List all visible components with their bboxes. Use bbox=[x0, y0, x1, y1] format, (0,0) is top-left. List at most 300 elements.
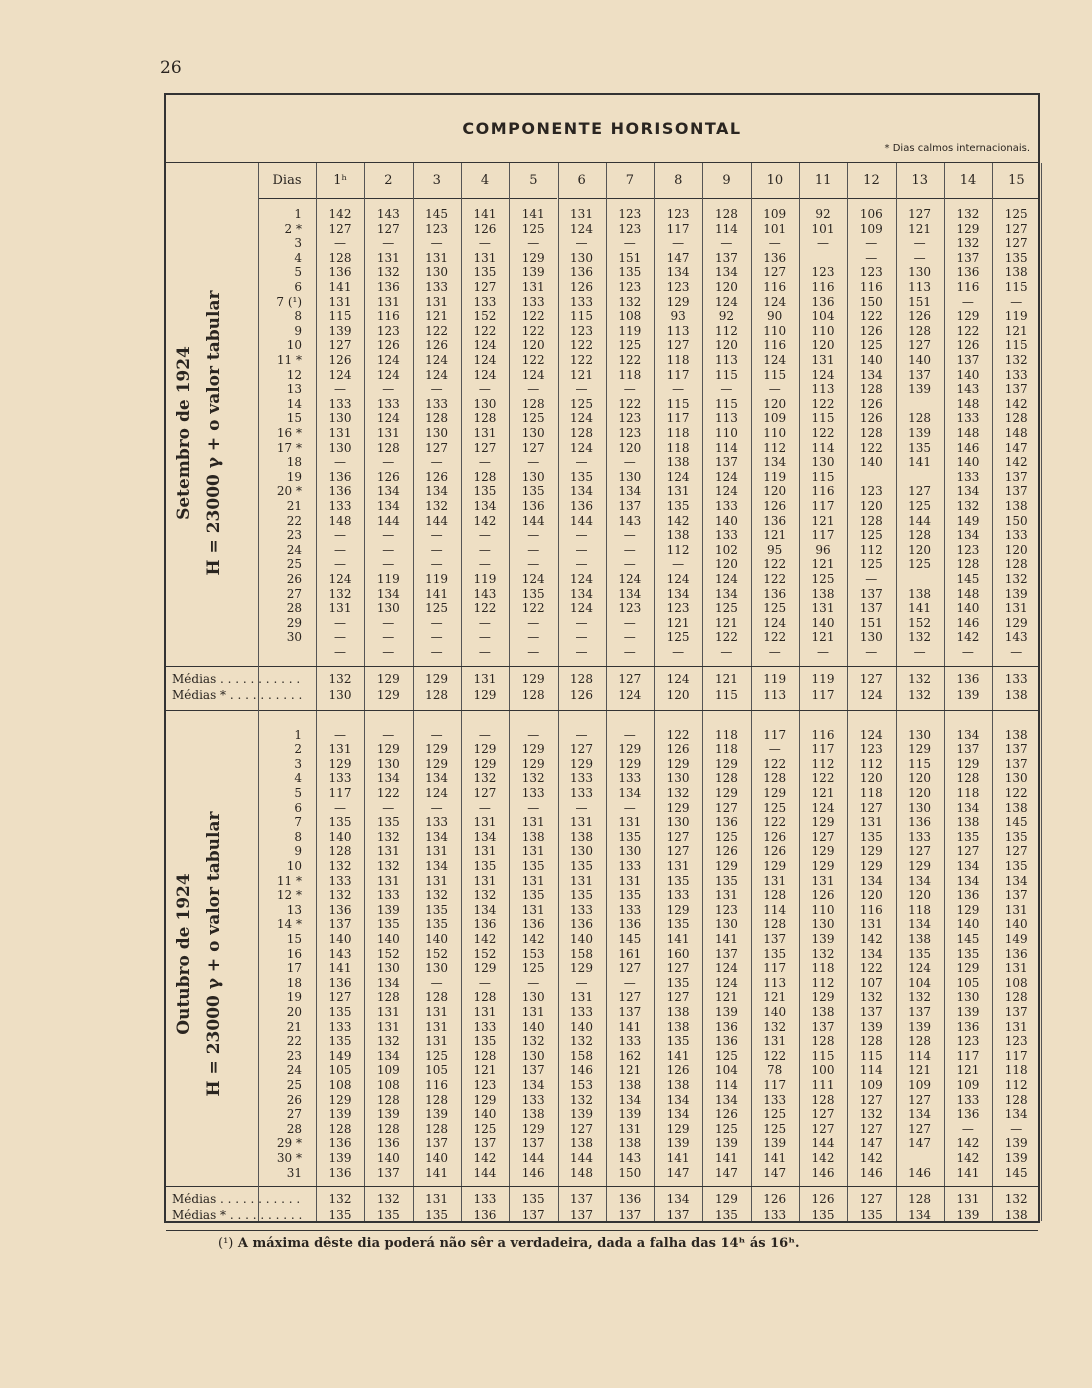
page-number: 26 bbox=[160, 58, 182, 78]
table-cell: 131 bbox=[811, 601, 835, 616]
table-cell: 141 bbox=[666, 1048, 690, 1063]
table-cell: 122 bbox=[473, 601, 497, 616]
table-cell: 124 bbox=[714, 484, 738, 499]
table-cell: — bbox=[478, 800, 491, 815]
table-cell: 129 bbox=[763, 859, 787, 873]
column-header-hour: 4 bbox=[461, 163, 509, 199]
table-cell: 120 bbox=[859, 499, 883, 513]
table-cell: 139 bbox=[425, 1107, 449, 1122]
table-cell: 122 bbox=[811, 771, 835, 786]
table-cell: 128 bbox=[908, 323, 932, 338]
table-cell: 132 bbox=[473, 888, 497, 903]
medias-star-cell: 120 bbox=[666, 687, 690, 702]
table-cell: 142 bbox=[521, 932, 545, 946]
table-cell: 109 bbox=[763, 411, 787, 426]
table-cell: 141 bbox=[425, 1165, 449, 1180]
table-cell: 121 bbox=[908, 1063, 932, 1078]
table-cell: 133 bbox=[425, 280, 449, 294]
table-cell: 124 bbox=[570, 572, 593, 586]
table-cell: — bbox=[527, 975, 540, 990]
table-cell: 139 bbox=[1004, 1151, 1028, 1165]
table-cell: 115 bbox=[1004, 338, 1028, 353]
table-cell: 142 bbox=[473, 513, 497, 528]
table-cell: 130 bbox=[859, 630, 883, 645]
table-cell: — bbox=[575, 455, 588, 470]
table-cell: 124 bbox=[714, 469, 738, 484]
table-cell: 127 bbox=[328, 338, 352, 353]
table-cell: 128 bbox=[714, 771, 738, 786]
table-cell: 124 bbox=[425, 786, 449, 800]
table-cell: 122 bbox=[473, 323, 497, 338]
table-cell: 132 bbox=[376, 265, 400, 280]
table-cell: 137 bbox=[1004, 756, 1028, 771]
table-cell: 140 bbox=[473, 1107, 497, 1122]
table-cell: 121 bbox=[763, 990, 787, 1005]
table-cell: 134 bbox=[859, 873, 883, 888]
table-cell: 129 bbox=[908, 742, 932, 757]
table-cell: 134 bbox=[376, 975, 400, 990]
table-cell: 115 bbox=[328, 309, 352, 324]
table-cell: 153 bbox=[570, 1078, 593, 1092]
table-cell: 142 bbox=[666, 513, 690, 528]
table-cell: 132 bbox=[859, 990, 883, 1005]
table-cell: 117 bbox=[328, 786, 352, 800]
table-cell: 129 bbox=[666, 1121, 690, 1136]
table-cell: 113 bbox=[666, 323, 690, 338]
table-cell: 96 bbox=[815, 542, 831, 557]
table-cell: 104 bbox=[714, 1063, 738, 1078]
column-rule bbox=[702, 163, 703, 1221]
side-label-rule bbox=[258, 213, 259, 1221]
table-cell: 133 bbox=[425, 396, 449, 411]
table-cell: 133 bbox=[328, 396, 352, 411]
medias-star-cell: 138 bbox=[1004, 687, 1028, 702]
table-cell: 120 bbox=[1004, 542, 1028, 557]
table-cell: 121 bbox=[714, 615, 738, 630]
table-cell: 135 bbox=[521, 859, 545, 873]
table-cell: 140 bbox=[956, 367, 980, 382]
table-cell: 132 bbox=[425, 499, 449, 513]
table-cell: 125 bbox=[908, 557, 932, 572]
table-cell: 105 bbox=[956, 975, 980, 990]
table-cell: 140 bbox=[328, 829, 352, 844]
day-label: 12 bbox=[286, 367, 302, 382]
table-cell: — bbox=[382, 645, 395, 659]
table-cell: 120 bbox=[618, 440, 642, 455]
table-cell: 138 bbox=[1004, 800, 1028, 815]
day-label: 24 bbox=[286, 542, 302, 557]
table-cell: 145 bbox=[956, 932, 980, 946]
table-cell: 118 bbox=[714, 727, 738, 742]
column-header-hour: 11 bbox=[799, 163, 847, 199]
medias-cell: 119 bbox=[763, 671, 787, 686]
section-formula-label: H = 23000 γ + o valor tabular bbox=[204, 811, 224, 1097]
table-cell: 130 bbox=[956, 990, 980, 1005]
table-cell: — bbox=[672, 382, 685, 397]
table-cell: 134 bbox=[956, 859, 980, 873]
table-cell: — bbox=[334, 645, 346, 659]
table-cell: 139 bbox=[666, 1136, 690, 1151]
table-cell: 123 bbox=[956, 1034, 980, 1049]
medias-rule bbox=[166, 1186, 1038, 1187]
table-cell: 138 bbox=[521, 829, 545, 844]
table-cell: 132 bbox=[521, 1034, 545, 1049]
column-rule bbox=[606, 163, 607, 1221]
table-cell bbox=[849, 470, 893, 484]
table-cell: 119 bbox=[473, 572, 497, 586]
table-cell: 135 bbox=[618, 888, 642, 903]
table-cell: 124 bbox=[714, 572, 738, 586]
table-cell: 128 bbox=[376, 440, 400, 455]
table-cell: 140 bbox=[376, 932, 400, 946]
table-cell: 127 bbox=[425, 440, 449, 455]
table-cell: 127 bbox=[473, 786, 497, 800]
table-cell: 137 bbox=[1004, 469, 1028, 484]
table-cell: 113 bbox=[714, 353, 738, 367]
table-cell: 127 bbox=[570, 1121, 593, 1136]
table-cell: 129 bbox=[714, 786, 738, 800]
table-cell: 116 bbox=[859, 280, 883, 294]
table-cell: 141 bbox=[618, 1019, 642, 1034]
table-cell: 133 bbox=[521, 786, 545, 800]
table-cell: 130 bbox=[570, 844, 593, 859]
table-cell: 136 bbox=[570, 499, 593, 513]
table-cell: 126 bbox=[763, 829, 787, 844]
column-header-hour: 10 bbox=[751, 163, 799, 199]
table-cell: 135 bbox=[473, 265, 497, 280]
table-cell: 123 bbox=[859, 265, 883, 280]
table-cell: 138 bbox=[666, 455, 690, 470]
table-cell: — bbox=[430, 528, 443, 543]
table-cell: 126 bbox=[666, 1063, 690, 1078]
table-cell: 123 bbox=[376, 323, 400, 338]
table-cell: 123 bbox=[666, 601, 690, 616]
medias-star-cell: 136 bbox=[473, 1208, 497, 1223]
day-label: 15 bbox=[286, 411, 302, 426]
medias-star-cell: 138 bbox=[1004, 1208, 1028, 1223]
table-cell: — bbox=[430, 645, 443, 659]
table-cell: 135 bbox=[570, 859, 593, 873]
table-cell: 129 bbox=[521, 1121, 545, 1136]
table-cell: 117 bbox=[666, 221, 690, 236]
table-cell: 136 bbox=[328, 902, 352, 917]
day-label: 14 * bbox=[276, 917, 302, 932]
medias-star-cell: 130 bbox=[328, 687, 352, 702]
table-cell: 114 bbox=[811, 440, 835, 455]
table-cell: 151 bbox=[859, 615, 883, 630]
table-cell: 137 bbox=[473, 1136, 497, 1151]
table-cell: 120 bbox=[714, 280, 738, 294]
table-cell: 152 bbox=[473, 946, 497, 961]
table-cell: 144 bbox=[425, 513, 449, 528]
table-cell: 129 bbox=[521, 250, 545, 265]
table-cell: 116 bbox=[376, 309, 400, 324]
table-cell: 150 bbox=[1004, 513, 1028, 528]
table-cell: 128 bbox=[811, 1034, 835, 1049]
medias-cell: 129 bbox=[714, 1192, 738, 1207]
table-cell: 161 bbox=[618, 946, 642, 961]
table-cell: 137 bbox=[859, 1005, 883, 1019]
table-cell: 92 bbox=[718, 309, 735, 324]
table-cell: 125 bbox=[1004, 207, 1028, 221]
table-cell: 126 bbox=[714, 1107, 738, 1122]
table-cell: 117 bbox=[811, 499, 835, 513]
table-cell: 128 bbox=[908, 1034, 932, 1049]
table-cell: 126 bbox=[811, 888, 835, 903]
table-cell: — bbox=[913, 645, 926, 659]
table-cell bbox=[898, 397, 942, 411]
table-cell: 138 bbox=[618, 1136, 642, 1151]
table-cell: 141 bbox=[328, 280, 352, 294]
table-cell: 135 bbox=[666, 917, 690, 932]
table-cell: 133 bbox=[714, 499, 738, 513]
table-cell: 135 bbox=[328, 1034, 352, 1049]
table-cell: 130 bbox=[425, 265, 449, 280]
table-cell: 136 bbox=[956, 888, 980, 903]
table-cell: 131 bbox=[425, 1019, 449, 1034]
table-cell: 136 bbox=[956, 1019, 980, 1034]
table-cell: 131 bbox=[859, 917, 883, 932]
table-cell: 116 bbox=[811, 727, 835, 742]
table-cell: 142 bbox=[328, 207, 352, 221]
table-cell: — bbox=[334, 727, 346, 742]
column-header-hour: 8 bbox=[654, 163, 702, 199]
day-label: 29 bbox=[286, 615, 302, 630]
table-cell: 129 bbox=[473, 756, 497, 771]
table-cell: 130 bbox=[521, 426, 545, 440]
table-cell: 132 bbox=[328, 586, 352, 601]
table-cell: 144 bbox=[570, 1151, 593, 1165]
table-cell: 147 bbox=[763, 1165, 787, 1180]
table-cell: 135 bbox=[473, 1034, 497, 1049]
table-cell: 127 bbox=[666, 844, 690, 859]
medias-star-cell: 128 bbox=[521, 687, 545, 702]
section-bottom-rule bbox=[166, 710, 1038, 711]
table-cell: — bbox=[527, 615, 540, 630]
table-cell: — bbox=[768, 645, 781, 659]
table-cell: — bbox=[382, 800, 395, 815]
table-cell: 150 bbox=[859, 294, 883, 309]
table-cell: 128 bbox=[473, 990, 497, 1005]
table-cell: 133 bbox=[570, 294, 593, 309]
table-cell: 147 bbox=[666, 250, 690, 265]
table-cell: 90 bbox=[767, 309, 783, 324]
table-cell: 125 bbox=[425, 1048, 449, 1063]
table-cell: 128 bbox=[714, 207, 738, 221]
table-cell: 129 bbox=[714, 859, 738, 873]
medias-star-cell: 132 bbox=[908, 687, 932, 702]
table-cell: 120 bbox=[908, 888, 932, 903]
table-cell: — bbox=[382, 455, 395, 470]
table-cell: 129 bbox=[908, 859, 932, 873]
table-cell: 139 bbox=[521, 265, 545, 280]
table-cell: 134 bbox=[570, 484, 593, 499]
table-cell: 126 bbox=[763, 499, 787, 513]
table-cell: 131 bbox=[1004, 1019, 1028, 1034]
column-header-hour: 2 bbox=[364, 163, 412, 199]
table-cell: 124 bbox=[763, 294, 787, 309]
day-label: 26 bbox=[286, 572, 302, 586]
table-cell: 139 bbox=[328, 323, 352, 338]
day-label: 16 * bbox=[276, 426, 302, 440]
medias-cell: 132 bbox=[328, 1192, 352, 1207]
medias-cell: 129 bbox=[376, 671, 400, 686]
table-cell: 122 bbox=[763, 557, 787, 572]
table-cell: 133 bbox=[328, 499, 352, 513]
table-cell: 117 bbox=[763, 961, 787, 976]
table-cell: 135 bbox=[425, 917, 449, 932]
table-cell: 131 bbox=[714, 888, 738, 903]
medias-cell: 124 bbox=[666, 671, 690, 686]
table-cell: 127 bbox=[908, 1092, 932, 1107]
table-cell: 125 bbox=[763, 800, 787, 815]
table-cell: 131 bbox=[666, 484, 690, 499]
table-cell: 122 bbox=[811, 426, 835, 440]
table-cell: 139 bbox=[328, 1151, 352, 1165]
table-cell: 139 bbox=[376, 1107, 400, 1122]
table-cell: 119 bbox=[376, 572, 400, 586]
table-cell: 131 bbox=[763, 873, 787, 888]
day-label: 23 bbox=[286, 528, 302, 543]
table-cell: 147 bbox=[714, 1165, 738, 1180]
table-cell: 93 bbox=[670, 309, 686, 324]
day-label: 11 * bbox=[276, 873, 302, 888]
table-cell: 137 bbox=[956, 742, 980, 757]
table-cell: 135 bbox=[714, 873, 738, 888]
table-cell: 130 bbox=[714, 917, 738, 932]
day-label: 31 bbox=[286, 1165, 302, 1180]
table-cell: 112 bbox=[1004, 1078, 1028, 1092]
table-cell: 158 bbox=[570, 946, 593, 961]
medias-label: Médias . . . . . . . . . . . bbox=[172, 1192, 301, 1207]
table-cell: 121 bbox=[570, 367, 593, 382]
table-cell: 118 bbox=[908, 902, 932, 917]
table-cell: 123 bbox=[570, 323, 593, 338]
table-cell: 131 bbox=[521, 1005, 545, 1019]
table-cell: 112 bbox=[666, 542, 690, 557]
table-cell: 123 bbox=[811, 265, 835, 280]
table-cell: 131 bbox=[570, 207, 593, 221]
medias-star-cell: 139 bbox=[956, 1208, 980, 1223]
table-cell: 128 bbox=[763, 888, 787, 903]
table-cell: 129 bbox=[425, 756, 449, 771]
table-cell: 126 bbox=[376, 469, 400, 484]
footnote-text: A máxima dêste dia poderá não sêr a verdadeira, dada a falha das 14ʰ ás 16ʰ. bbox=[237, 1236, 800, 1251]
day-label: 4 bbox=[294, 250, 302, 265]
table-cell: — bbox=[623, 630, 636, 645]
day-label: 5 bbox=[294, 265, 302, 280]
table-cell: 131 bbox=[811, 353, 835, 367]
table-cell: 126 bbox=[425, 469, 449, 484]
table-cell: 115 bbox=[714, 367, 738, 382]
table-cell: 147 bbox=[908, 1136, 932, 1151]
medias-cell: 133 bbox=[473, 1192, 497, 1207]
table-cell: 128 bbox=[908, 411, 932, 426]
table-cell: 122 bbox=[763, 756, 787, 771]
medias-star-cell: 137 bbox=[618, 1208, 642, 1223]
table-cell: 136 bbox=[328, 1136, 352, 1151]
table-cell: 125 bbox=[763, 1121, 787, 1136]
table-cell: 120 bbox=[908, 542, 932, 557]
table-cell: 134 bbox=[425, 771, 449, 786]
table-cell: 131 bbox=[376, 1019, 400, 1034]
table-cell: 130 bbox=[908, 727, 932, 742]
medias-star-cell: 117 bbox=[811, 687, 835, 702]
table-cell: — bbox=[430, 236, 443, 251]
day-label: 28 bbox=[286, 1121, 302, 1136]
table-cell: 102 bbox=[714, 542, 738, 557]
table-cell: — bbox=[382, 542, 395, 557]
column-rule bbox=[509, 163, 510, 1221]
table-cell: 125 bbox=[425, 601, 449, 616]
table-cell: 133 bbox=[425, 815, 449, 830]
table-cell: 137 bbox=[908, 1005, 932, 1019]
table-cell: 122 bbox=[666, 727, 690, 742]
day-label: 29 * bbox=[276, 1136, 302, 1151]
footnote-ref: (¹) bbox=[218, 1236, 234, 1251]
table-cell: 135 bbox=[570, 469, 593, 484]
table-cell: 121 bbox=[811, 513, 835, 528]
table-cell: 142 bbox=[956, 1151, 980, 1165]
table-cell: 133 bbox=[908, 829, 932, 844]
table-cell: — bbox=[334, 630, 346, 645]
table-cell: 136 bbox=[956, 1107, 980, 1122]
table-cell: 123 bbox=[618, 601, 642, 616]
table-cell: 140 bbox=[425, 932, 449, 946]
medias-star-cell: 126 bbox=[570, 687, 593, 702]
table-cell: 141 bbox=[328, 961, 352, 976]
table-cell: 122 bbox=[425, 323, 449, 338]
table-cell: 135 bbox=[908, 440, 932, 455]
table-cell: 126 bbox=[328, 353, 352, 367]
table-cell: 131 bbox=[376, 426, 400, 440]
table-cell: 132 bbox=[328, 888, 352, 903]
table-cell: 129 bbox=[666, 756, 690, 771]
table-cell: 108 bbox=[1004, 975, 1028, 990]
table-cell: 134 bbox=[425, 484, 449, 499]
table-cell: 135 bbox=[1004, 829, 1028, 844]
table-cell: 101 bbox=[811, 221, 835, 236]
table-cell: 128 bbox=[425, 411, 449, 426]
table-cell: 131 bbox=[859, 815, 883, 830]
table-cell: 142 bbox=[473, 1151, 497, 1165]
column-rule bbox=[751, 163, 752, 1221]
table-cell: 133 bbox=[570, 771, 593, 786]
table-cell: 145 bbox=[1004, 1165, 1028, 1180]
section-formula-label: H = 23000 γ + o valor tabular bbox=[204, 290, 224, 576]
medias-cell: 134 bbox=[666, 1192, 690, 1207]
table-cell: — bbox=[575, 236, 588, 251]
table-cell: 160 bbox=[666, 946, 690, 961]
table-cell: 143 bbox=[618, 1151, 642, 1165]
table-cell: 133 bbox=[570, 786, 593, 800]
table-cell: 136 bbox=[521, 499, 545, 513]
table-cell: 137 bbox=[1004, 484, 1028, 499]
table-cell: 124 bbox=[425, 353, 449, 367]
table-cell: — bbox=[913, 236, 926, 251]
table-cell: 101 bbox=[763, 221, 787, 236]
table-cell: 135 bbox=[618, 829, 642, 844]
table-cell: 122 bbox=[859, 309, 883, 324]
table-cell: 137 bbox=[811, 1019, 835, 1034]
table-cell: 131 bbox=[811, 873, 835, 888]
table-cell: 130 bbox=[376, 601, 400, 616]
table-cell: 128 bbox=[859, 1034, 883, 1049]
table-cell: — bbox=[575, 557, 588, 572]
table-cell: 130 bbox=[811, 917, 835, 932]
table-cell: 127 bbox=[328, 990, 352, 1005]
table-cell: 121 bbox=[811, 786, 835, 800]
